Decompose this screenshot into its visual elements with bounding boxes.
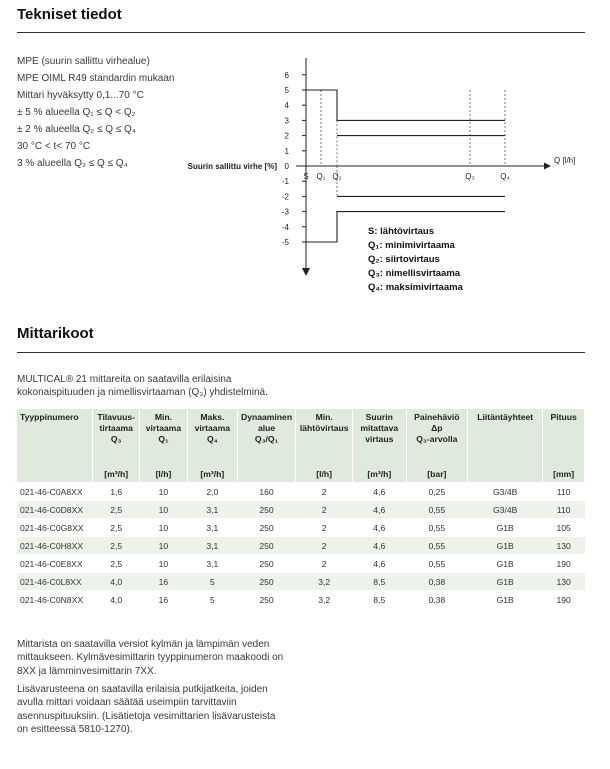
meter-sizes-table	[17, 409, 585, 608]
table-cell: G1B	[468, 537, 543, 555]
column-header	[139, 409, 187, 468]
table-cell: 8,5	[352, 591, 406, 609]
column-header	[406, 409, 468, 468]
table-cell: G1B	[468, 591, 543, 609]
table-cell: 3,2	[296, 591, 353, 609]
table-cell: 2	[296, 537, 353, 555]
table-cell: 0,55	[406, 555, 468, 573]
table-cell: 3,1	[187, 501, 237, 519]
y-tick-label: -3	[281, 207, 289, 217]
y-tick-label: 4	[284, 101, 289, 111]
legend-symbol: Q₃	[368, 268, 380, 279]
column-header	[352, 409, 406, 468]
section-divider	[17, 352, 585, 353]
table-header-row	[17, 409, 585, 468]
table-cell: 4,6	[352, 501, 406, 519]
column-header-line: tirtaama	[99, 423, 133, 433]
x-tick-label: Q₂	[332, 172, 342, 181]
intro-paragraph	[17, 373, 268, 400]
note-line: Mittarista on saatavilla versiot kylmän ja lämpimän veden	[17, 639, 270, 650]
unit-header: [l/h]	[296, 468, 353, 483]
table-cell: 2,5	[93, 555, 139, 573]
table-body	[17, 483, 585, 609]
table-cell: 2	[296, 555, 353, 573]
column-header-line: Maks.	[200, 412, 225, 422]
column-header	[296, 409, 353, 468]
column-header-line: virtaama	[145, 423, 182, 433]
table-cell: 110	[543, 501, 585, 519]
x-axis-label: Q [l/h]	[554, 156, 576, 165]
spec-line: MPE OIML R49 standardin mukaan	[17, 73, 175, 84]
table-cell: 021-46-C0D8XX	[17, 501, 93, 519]
mpe-limit-line	[306, 90, 505, 120]
table-cell: 130	[543, 537, 585, 555]
table-cell: 4,0	[93, 573, 139, 591]
table-cell: 130	[543, 573, 585, 591]
table-cell: G1B	[468, 519, 543, 537]
table-cell: 250	[237, 501, 296, 519]
column-header-line: Pituus	[550, 412, 577, 422]
y-tick-label: -1	[281, 177, 289, 187]
column-header	[93, 409, 139, 468]
table-cell: 160	[237, 483, 296, 501]
column-header-line: virtaama	[194, 423, 230, 433]
table-cell: 10	[139, 483, 187, 501]
note-paragraph	[17, 683, 275, 737]
column-header-line: Q₃/Q₁	[254, 434, 279, 444]
table-cell: 16	[139, 573, 187, 591]
column-header-line: Liitäntäyhteet	[477, 412, 534, 422]
table-cell: 4,6	[352, 483, 406, 501]
table-cell: G3/4B	[468, 483, 543, 501]
unit-header: [m³/h]	[93, 468, 139, 483]
note-paragraph	[17, 638, 283, 678]
unit-header	[17, 468, 93, 483]
table-cell: 250	[237, 555, 296, 573]
table-cell: 5	[187, 573, 237, 591]
note-line: Lisävarusteena on saatavilla erilaisia putkijatkeita, joiden	[17, 684, 268, 695]
y-axis-label: Suurin sallittu virhe [%]	[187, 162, 277, 171]
note-line: on esitteessä 5810-1270).	[17, 724, 133, 736]
table-row	[17, 591, 585, 609]
column-header-line: Δp	[431, 423, 443, 433]
table-cell: 16	[139, 591, 187, 609]
unit-header	[468, 468, 543, 483]
table-cell: 5	[187, 591, 237, 609]
note-line: 8XX ja lämminvesimittarin 7XX.	[17, 665, 157, 677]
legend-item	[368, 268, 460, 279]
legend-item	[368, 240, 455, 251]
y-tick-label: 5	[284, 86, 289, 95]
table-units-row	[17, 468, 585, 483]
table-cell: 190	[543, 591, 585, 609]
table-cell: 3,2	[296, 573, 353, 591]
legend-symbol: Q₄	[368, 282, 380, 293]
column-header-line: Painehäviö	[414, 412, 460, 422]
table-cell: 4,6	[352, 555, 406, 573]
table-cell: 0,38	[406, 591, 468, 609]
column-header-line: mitattava	[360, 423, 399, 433]
table-cell: G1B	[468, 555, 543, 573]
note-line: mittaukseen. Kylmävesimittarin tyyppinumeron maakoodi on	[17, 652, 284, 664]
column-header	[468, 409, 543, 468]
legend-text: : maksimivirtaama	[379, 282, 463, 293]
table-cell: 4,6	[352, 537, 406, 555]
y-tick-label: 3	[284, 116, 289, 126]
note-line: asennuspituuksiin. (Lisätietoja vesimittarien lisävarusteista	[17, 710, 276, 722]
column-header-line: Min.	[154, 412, 173, 422]
legend-text: : minimivirtaama	[379, 240, 455, 251]
table-row	[17, 573, 585, 591]
table-cell: 3,1	[187, 537, 237, 555]
table-cell: 0,55	[406, 519, 468, 537]
table-row	[17, 555, 585, 573]
column-header	[187, 409, 237, 468]
column-header-line: Q₃	[110, 434, 122, 444]
x-tick-label: S	[303, 172, 309, 181]
legend-symbol: Q₂	[368, 254, 380, 265]
table-cell: 0,25	[406, 483, 468, 501]
table-cell: 10	[139, 537, 187, 555]
table-cell: 021-46-C0N8XX	[17, 591, 93, 609]
table-cell: 021-46-C0G8XX	[17, 519, 93, 537]
table-cell: 021-46-C0A8XX	[17, 483, 93, 501]
column-header	[237, 409, 296, 468]
table-row	[17, 519, 585, 537]
spec-line: 30 °C < t< 70 °C	[17, 141, 91, 152]
table-row	[17, 537, 585, 555]
spec-line: MPE (suurin sallittu virhealue)	[17, 56, 150, 67]
table-cell: 250	[237, 519, 296, 537]
intro-line: kokonaispituuden ja nimellisvirtaaman (Q₃) yhdistelminä.	[17, 387, 268, 399]
y-tick-label: -4	[281, 222, 289, 232]
table-cell: 0,38	[406, 573, 468, 591]
table-cell: 8,5	[352, 573, 406, 591]
column-header-line: Q₄	[206, 434, 218, 444]
table-cell: 2,0	[187, 483, 237, 501]
column-header-line: Tyyppinumero	[20, 412, 79, 422]
table-cell: 2	[296, 519, 353, 537]
table-cell: 3,1	[187, 555, 237, 573]
error-curve-chart	[0, 0, 610, 300]
column-header-line: Q₁	[158, 434, 169, 444]
unit-header: [m³/h]	[187, 468, 237, 483]
table-cell: 2,5	[93, 537, 139, 555]
column-header	[543, 409, 585, 468]
x-tick-label: Q₁	[316, 172, 326, 181]
column-header-line: Tilavuus-	[97, 412, 135, 422]
table-cell: 2	[296, 483, 353, 501]
table-row	[17, 501, 585, 519]
table-cell: 021-46-C0H8XX	[17, 537, 93, 555]
table-cell: 1,6	[93, 483, 139, 501]
y-tick-label: -5	[281, 238, 289, 247]
table-cell: 2,5	[93, 519, 139, 537]
table-cell: G1B	[468, 573, 543, 591]
table-cell: 190	[543, 555, 585, 573]
column-header-line: Min.	[315, 412, 333, 422]
legend-text: : nimellisvirtaama	[379, 268, 461, 279]
unit-header: [l/h]	[139, 468, 187, 483]
section-title-technical: Tekniset tiedot	[17, 6, 122, 23]
table-cell: 105	[543, 519, 585, 537]
table-cell: 021-46-C0L8XX	[17, 573, 93, 591]
column-header-line: Suurin	[365, 412, 393, 422]
table-cell: 10	[139, 555, 187, 573]
y-tick-label: 6	[284, 70, 289, 80]
y-axis-arrow	[302, 268, 310, 276]
table-cell: 4,6	[352, 519, 406, 537]
table-cell: 10	[139, 501, 187, 519]
legend-symbol: S	[368, 226, 375, 237]
table-cell: G3/4B	[468, 501, 543, 519]
legend-item	[368, 226, 434, 237]
legend-item	[368, 254, 440, 265]
unit-header: [m³/h]	[352, 468, 406, 483]
x-tick-label: Q₃	[465, 172, 475, 181]
x-axis-arrow	[544, 163, 551, 170]
table-cell: 10	[139, 519, 187, 537]
intro-line: MULTICAL® 21 mittareita on saatavilla erilaisina	[17, 374, 232, 385]
column-header-line: lähtövirtaus	[299, 423, 349, 433]
legend-text: : lähtövirtaus	[374, 226, 434, 237]
unit-header: [mm]	[543, 468, 585, 483]
table-cell: 2	[296, 501, 353, 519]
spec-line: ± 5 % alueella Q₁ ≤ Q < Q₂	[17, 107, 136, 118]
table-cell: 2,5	[93, 501, 139, 519]
table-row	[17, 483, 585, 501]
spec-line: ± 2 % alueella Q₂ ≤ Q ≤ Q₄	[17, 124, 136, 135]
table-cell: 250	[237, 573, 296, 591]
note-line: avulla mittari voidaan säätää useimpiin tarvittaviin	[17, 697, 237, 709]
y-tick-label: 1	[284, 146, 289, 156]
column-header-line: virtaus	[365, 434, 394, 444]
column-header-line: Dynaaminen	[240, 412, 293, 422]
spec-line: Mittari hyväksytty 0,1...70 °C	[17, 90, 144, 101]
y-tick-label: 2	[284, 131, 289, 141]
y-tick-label: -2	[281, 192, 289, 202]
table-cell: 250	[237, 591, 296, 609]
y-tick-label: 0	[284, 162, 289, 171]
legend-item	[368, 282, 463, 293]
column-header-line: Q₃-arvolla	[416, 434, 458, 444]
x-tick-label: Q₄	[500, 172, 510, 181]
table-cell: 0,55	[406, 537, 468, 555]
table-cell: 110	[543, 483, 585, 501]
table-cell: 021-46-C0E8XX	[17, 555, 93, 573]
legend-text: : siirtovirtaus	[379, 254, 440, 265]
table-cell: 0,55	[406, 501, 468, 519]
table-cell: 3,1	[187, 519, 237, 537]
section-title-meters: Mittarikoot	[17, 325, 94, 342]
column-header-line: alue	[257, 423, 276, 433]
unit-header: [bar]	[406, 468, 468, 483]
legend-symbol: Q₁	[368, 240, 380, 251]
unit-header	[237, 468, 296, 483]
table-cell: 4,0	[93, 591, 139, 609]
spec-line: 3 % alueella Q₂ ≤ Q ≤ Q₄	[17, 158, 128, 169]
table-cell: 250	[237, 537, 296, 555]
column-header	[17, 409, 93, 468]
